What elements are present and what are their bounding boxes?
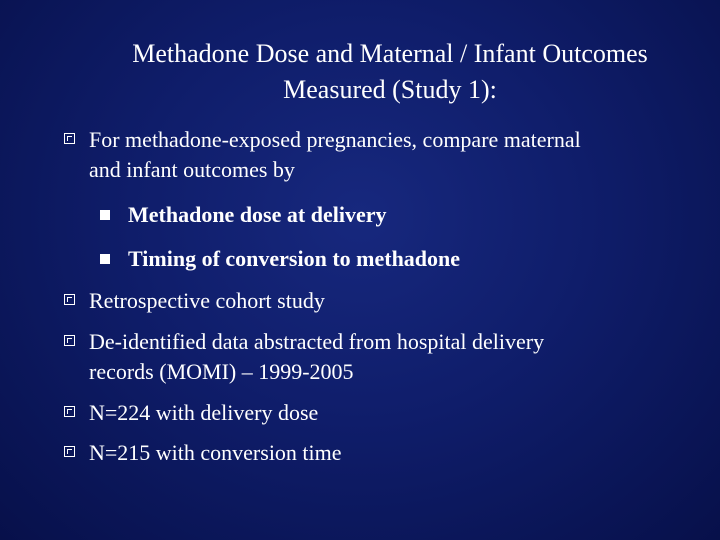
bullet-text-line: N=215 with conversion time xyxy=(89,440,342,465)
slide-title-line-2: Measured (Study 1): xyxy=(283,75,497,104)
bullet-text xyxy=(89,327,689,387)
filled-square-bullet-icon xyxy=(100,254,110,264)
bullet-text xyxy=(89,125,689,185)
filled-square-bullet-icon xyxy=(100,210,110,220)
bullet-text xyxy=(89,286,689,316)
bullet-text-line: records (MOMI) – 1999-2005 xyxy=(89,359,354,384)
sub-bullet-text: Timing of conversion to methadone xyxy=(128,246,461,271)
bullet-text xyxy=(89,438,689,468)
bullet-text-line: N=224 with delivery dose xyxy=(89,400,319,425)
hollow-square-bullet-icon xyxy=(64,335,75,346)
hollow-square-bullet-icon xyxy=(64,294,75,305)
hollow-square-bullet-icon xyxy=(64,406,75,417)
bullet-text-line: De-identified data abstracted from hospital delivery xyxy=(89,329,545,354)
slide-title-line-1: Methadone Dose and Maternal / Infant Outcomes xyxy=(132,39,648,68)
bullet-text-line: and infant outcomes by xyxy=(89,157,295,182)
hollow-square-bullet-icon xyxy=(64,446,75,457)
bullet-text xyxy=(89,398,689,428)
bullet-text-line: For methadone-exposed pregnancies, compare maternal xyxy=(89,127,581,152)
sub-bullet-text: Methadone dose at delivery xyxy=(128,202,387,227)
bullet-text-line: Retrospective cohort study xyxy=(89,288,325,313)
hollow-square-bullet-icon xyxy=(64,133,75,144)
